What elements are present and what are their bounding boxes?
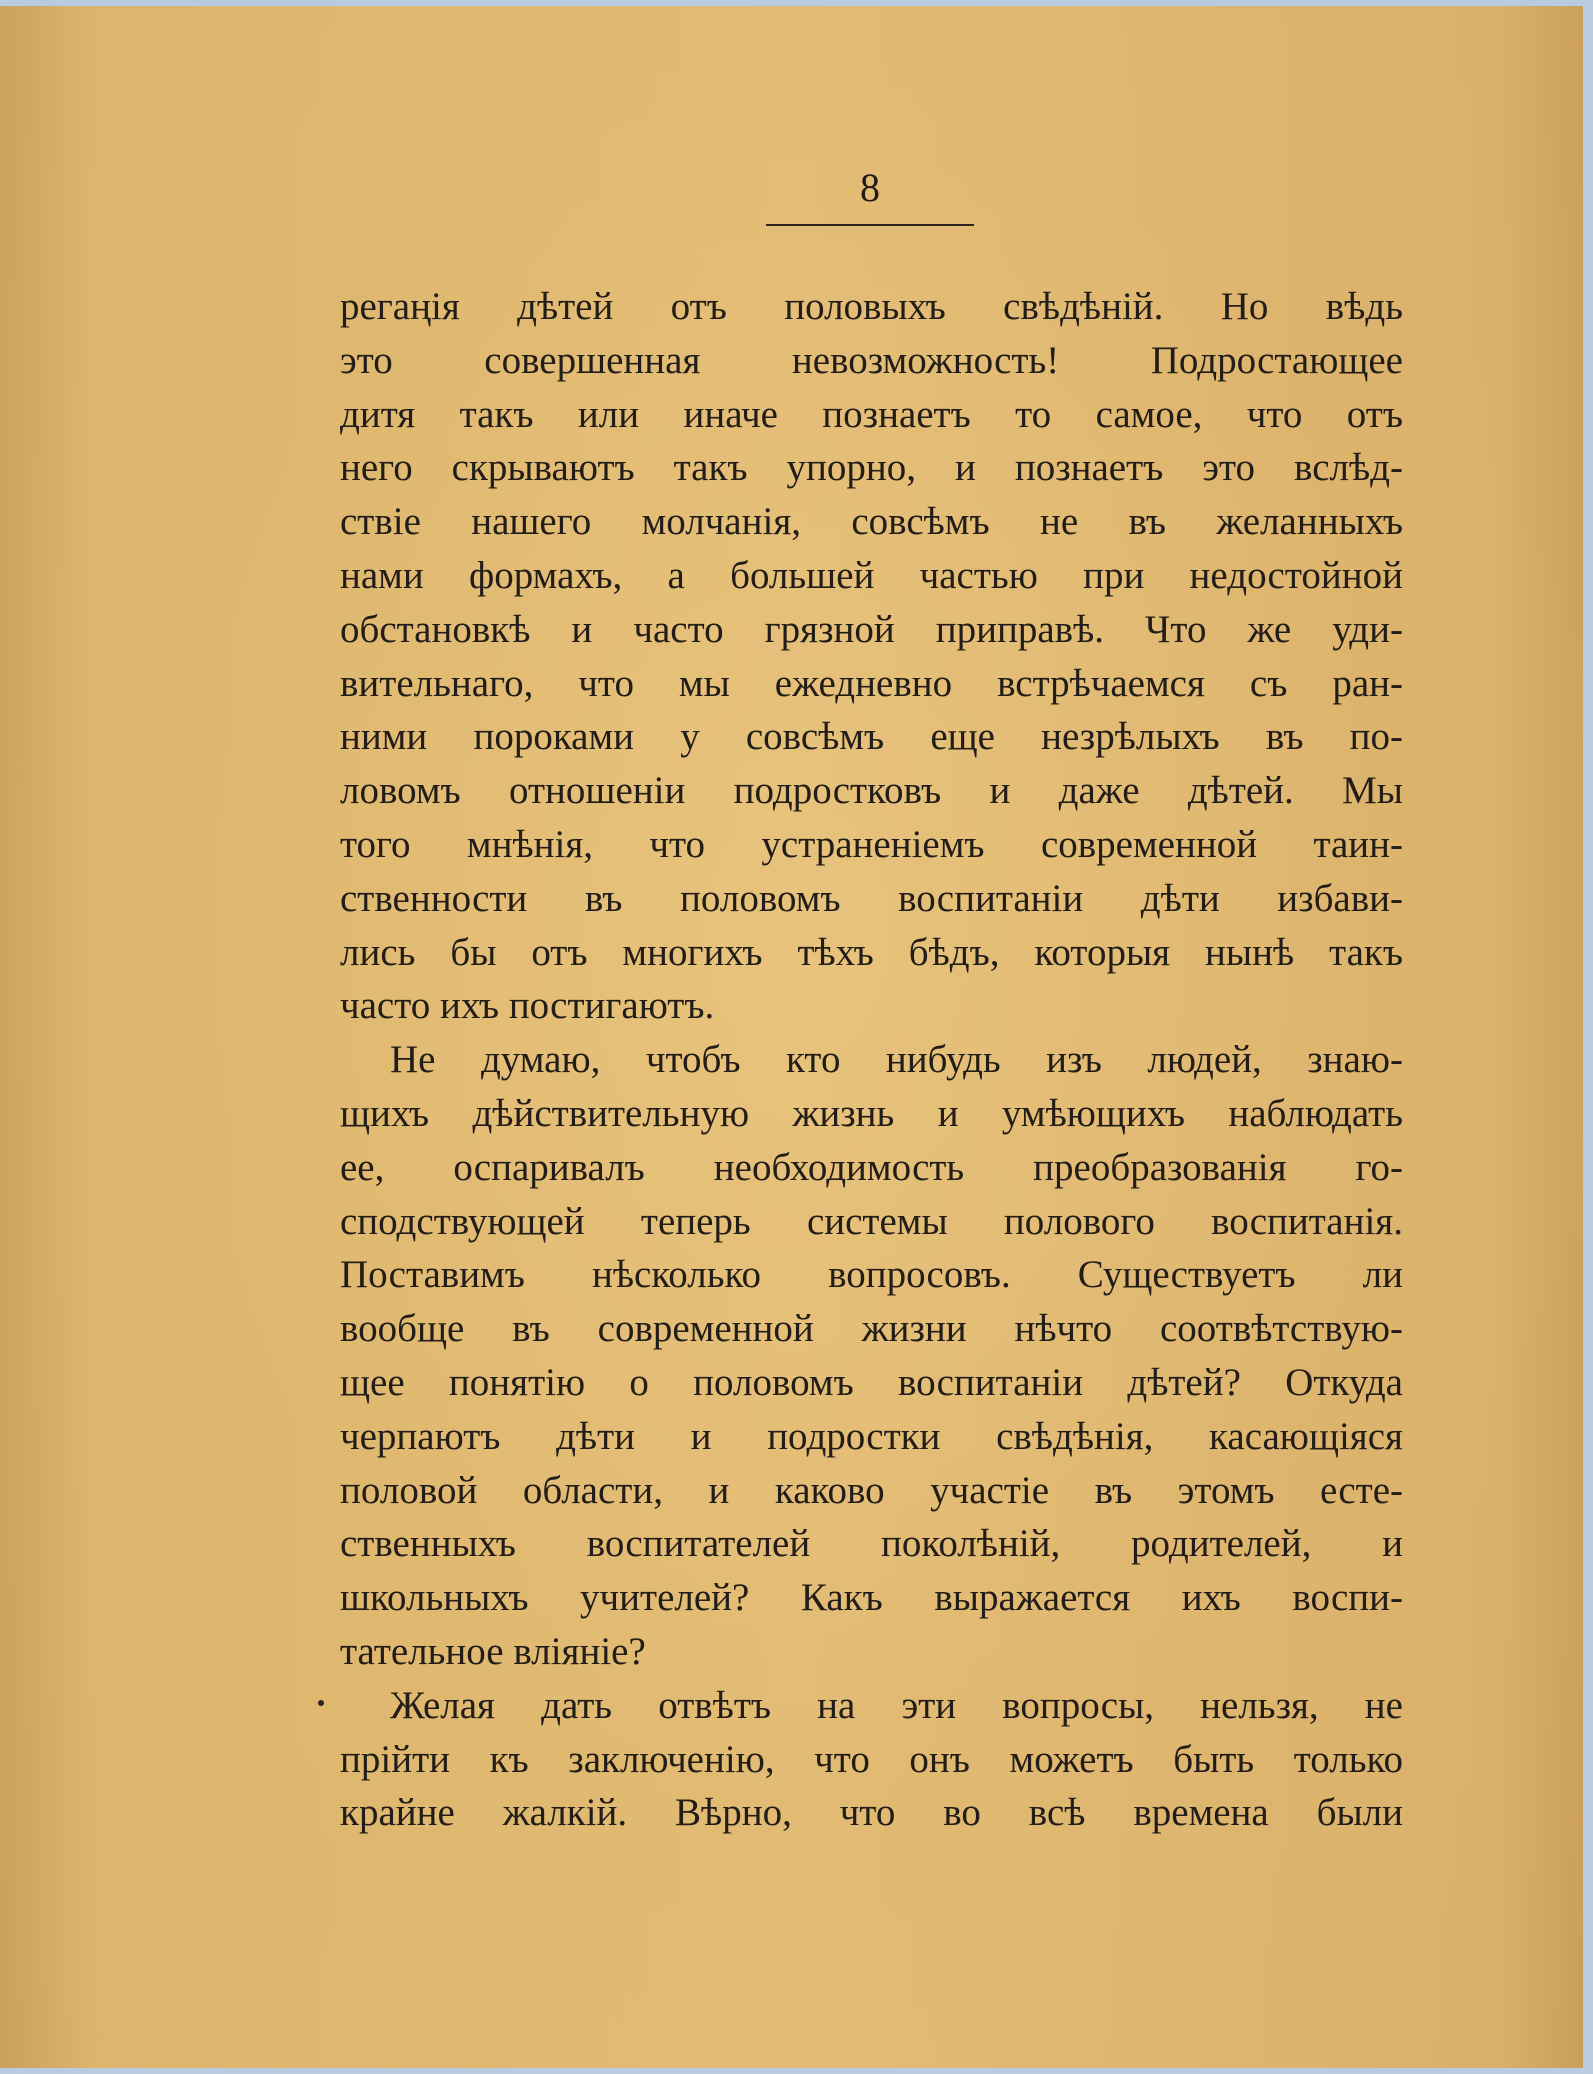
page-number: 8 <box>860 165 880 210</box>
paragraph-2 <box>340 1033 1403 1679</box>
text-line: щихъ дѣйствительную жизнь и умѣющихъ наблюдать <box>340 1091 1403 1135</box>
paragraph-3 <box>340 1679 1403 1840</box>
text-line: ловомъ отношеніи подростковъ и даже дѣтей. Мы <box>340 769 1403 813</box>
ink-speck <box>318 1700 324 1706</box>
text-line: ствіе нашего молчанія, совсѣмъ не въ желанныхъ <box>340 500 1403 544</box>
text-line: вообще въ современной жизни нѣчто соотвѣтствую- <box>340 1307 1403 1351</box>
text-line: это совершенная невозможность! Подростающее <box>340 338 1403 382</box>
text-line: сподствующей теперь системы полового воспитанія. <box>340 1199 1403 1243</box>
text-line: обстановкѣ и часто грязной приправѣ. Что же уди- <box>340 607 1403 651</box>
text-line: Желая дать отвѣтъ на эти вопросы, нельзя, не <box>390 1683 1403 1727</box>
text-line: ственныхъ воспитателей поколѣній, родителей, и <box>340 1522 1403 1566</box>
text-line: того мнѣнія, что устраненіемъ современной таин- <box>340 822 1403 866</box>
text-line: крайне жалкій. Вѣрно, что во всѣ времена были <box>340 1791 1403 1835</box>
text-line: щее понятію о половомъ воспитаніи дѣтей? Откуда <box>340 1360 1403 1404</box>
scan-edge-bottom <box>0 2068 1593 2074</box>
text-line: половой области, и каково участіе въ этомъ есте- <box>340 1468 1403 1512</box>
body-text <box>340 280 1403 1840</box>
text-line: ственности въ половомъ воспитаніи дѣти избави- <box>340 876 1403 920</box>
text-line: прійти къ заключенію, что онъ можетъ быть только <box>340 1737 1403 1781</box>
scan-edge-right <box>1583 0 1593 2074</box>
text-line: дитя такъ или иначе познаетъ то самое, что отъ <box>340 392 1403 436</box>
text-line: Поставимъ нѣсколько вопросовъ. Существуетъ ли <box>340 1253 1403 1297</box>
text-line: Не думаю, чтобъ кто нибудь изъ людей, знаю- <box>390 1038 1403 1082</box>
text-line: него скрываютъ такъ упорно, и познаетъ это вслѣд- <box>340 446 1403 490</box>
text-line: ними пороками у совсѣмъ еще незрѣлыхъ въ по- <box>340 715 1403 759</box>
header-rule <box>766 224 974 226</box>
text-line: черпаютъ дѣти и подростки свѣдѣнія, касающіяся <box>340 1414 1403 1458</box>
text-line: лись бы отъ многихъ тѣхъ бѣдъ, которыя нынѣ такъ <box>340 930 1403 974</box>
paragraph-1 <box>340 280 1403 1033</box>
text-line: часто ихъ постигаютъ. <box>340 984 715 1028</box>
text-line: школьныхъ учителей? Какъ выражается ихъ воспи- <box>340 1576 1403 1620</box>
text-line: ее, оспаривалъ необходимость преобразованія го- <box>340 1145 1403 1189</box>
text-line: вительнаго, что мы ежедневно встрѣчаемся съ ран- <box>340 661 1403 705</box>
text-line: нами формахъ, а большей частью при недостойной <box>340 553 1403 597</box>
text-line: тательное вліяніе? <box>340 1629 646 1673</box>
scan-edge-top <box>0 0 1593 6</box>
text-line: регаңія дѣтей отъ половыхъ свѣдѣній. Но вѣдь <box>340 285 1403 328</box>
